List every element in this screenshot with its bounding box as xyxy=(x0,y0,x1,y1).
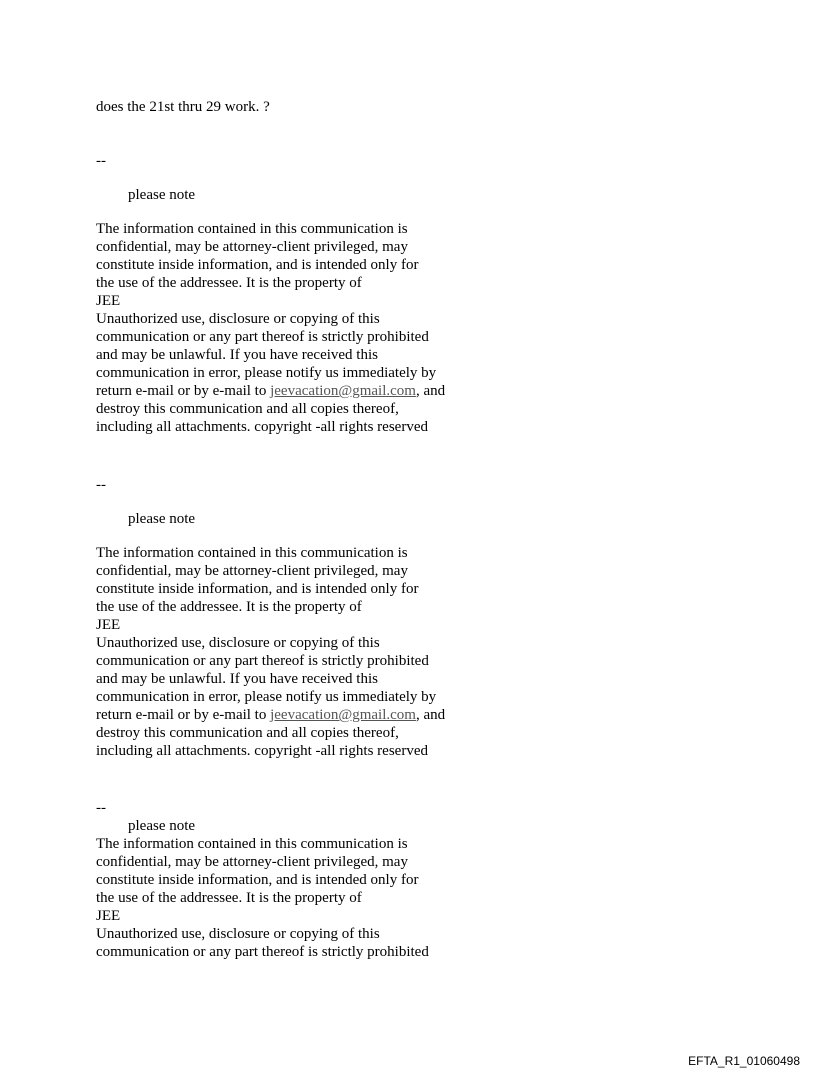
disclaimer-body xyxy=(96,544,445,760)
email-line-prefix: return e-mail or by e-mail to xyxy=(96,707,271,723)
disclaimer-line: Unauthorized use, disclosure or copying of this xyxy=(96,311,380,327)
disclaimer-line: constitute inside information, and is intended only for xyxy=(96,872,419,888)
disclaimer-body xyxy=(96,220,445,436)
disclaimer-line: the use of the addressee. It is the property of xyxy=(96,275,362,291)
signature-separator: -- xyxy=(96,800,106,816)
disclaimer-line: communication or any part thereof is strictly prohibited xyxy=(96,653,429,669)
disclaimer-line: Unauthorized use, disclosure or copying of this xyxy=(96,926,380,942)
disclaimer-heading: please note xyxy=(128,187,196,203)
email-line-suffix: , and xyxy=(415,383,446,399)
email-line-suffix: , and xyxy=(415,707,446,723)
disclaimer-body xyxy=(96,835,429,961)
disclaimer-email-line xyxy=(96,706,445,724)
disclaimer-line: constitute inside information, and is intended only for xyxy=(96,581,419,597)
disclaimer-line: communication in error, please notify us immediately by xyxy=(96,689,437,705)
disclaimer-line: The information contained in this communication is xyxy=(96,221,408,237)
disclaimer-line: confidential, may be attorney-client privileged, may xyxy=(96,854,408,870)
email-link[interactable]: jeevacation@gmail.com xyxy=(270,707,416,723)
email-link[interactable]: jeevacation@gmail.com xyxy=(270,383,416,399)
disclaimer-email-line xyxy=(96,382,445,400)
disclaimer-line: confidential, may be attorney-client privileged, may xyxy=(96,563,408,579)
disclaimer-line: communication or any part thereof is strictly prohibited xyxy=(96,944,429,960)
disclaimer-line: JEE xyxy=(96,293,121,309)
disclaimer-line: destroy this communication and all copies thereof, xyxy=(96,401,399,417)
disclaimer-heading: please note xyxy=(128,818,196,834)
disclaimer-line: including all attachments. copyright -all rights reserved xyxy=(96,743,428,759)
bates-number: EFTA_R1_01060498 xyxy=(688,1054,800,1068)
disclaimer-line: Unauthorized use, disclosure or copying of this xyxy=(96,635,380,651)
disclaimer-line: JEE xyxy=(96,908,121,924)
signature-separator: -- xyxy=(96,477,106,493)
email-line-prefix: return e-mail or by e-mail to xyxy=(96,383,271,399)
disclaimer-line: and may be unlawful. If you have received this xyxy=(96,347,378,363)
disclaimer-line: communication in error, please notify us immediately by xyxy=(96,365,437,381)
message-text: does the 21st thru 29 work. ? xyxy=(96,99,270,115)
disclaimer-line: the use of the addressee. It is the property of xyxy=(96,890,362,906)
disclaimer-line: The information contained in this communication is xyxy=(96,545,408,561)
disclaimer-line: constitute inside information, and is intended only for xyxy=(96,257,419,273)
disclaimer-line: destroy this communication and all copies thereof, xyxy=(96,725,399,741)
disclaimer-line: communication or any part thereof is strictly prohibited xyxy=(96,329,429,345)
disclaimer-line: confidential, may be attorney-client privileged, may xyxy=(96,239,408,255)
disclaimer-line: including all attachments. copyright -all rights reserved xyxy=(96,419,428,435)
disclaimer-line: the use of the addressee. It is the property of xyxy=(96,599,362,615)
disclaimer-line: and may be unlawful. If you have received this xyxy=(96,671,378,687)
disclaimer-line: JEE xyxy=(96,617,121,633)
disclaimer-line: The information contained in this communication is xyxy=(96,836,408,852)
disclaimer-heading: please note xyxy=(128,511,196,527)
signature-separator: -- xyxy=(96,153,106,169)
